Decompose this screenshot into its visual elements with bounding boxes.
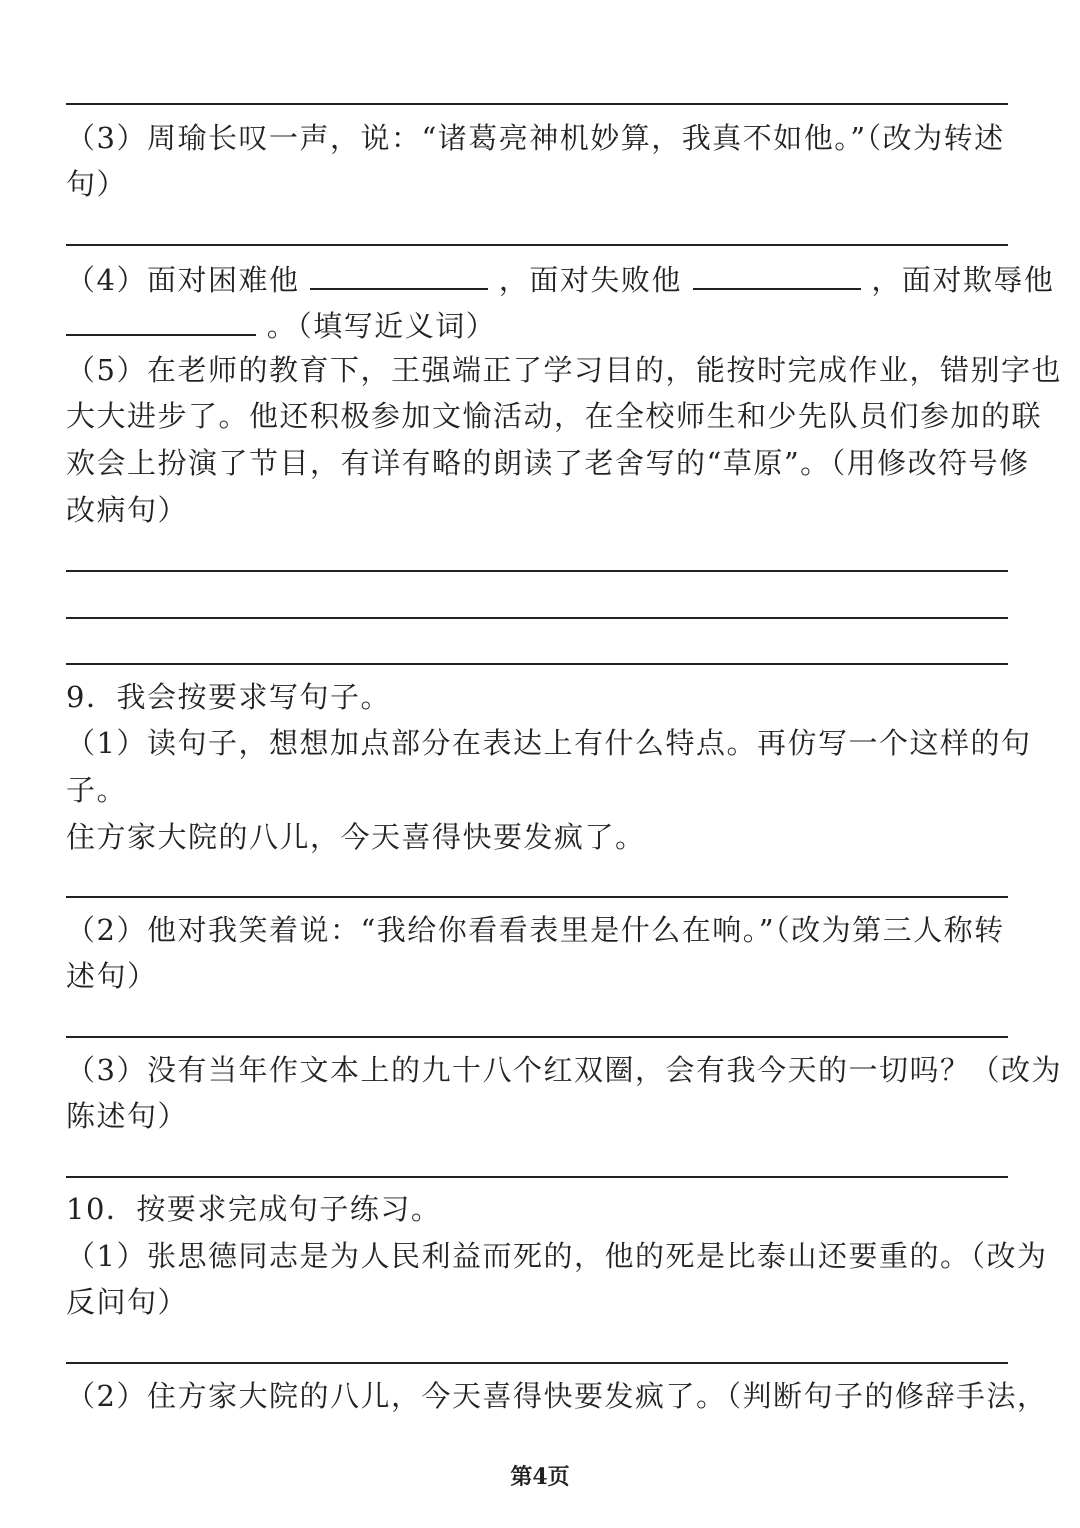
answer-line[interactable] xyxy=(66,1036,1008,1038)
answer-line[interactable] xyxy=(66,663,1008,665)
answer-line[interactable] xyxy=(66,244,1008,246)
question-8-4-line1 xyxy=(66,258,1054,300)
question-10-title: 10．按要求完成句子练习。 xyxy=(66,1192,442,1226)
answer-line[interactable] xyxy=(66,617,1008,619)
question-10-2-line1: （2）住方家大院的八儿，今天喜得快要发疯了。（判断句子的修辞手法， xyxy=(66,1379,1048,1413)
question-9-3-line2: 陈述句） xyxy=(66,1099,189,1133)
question-8-4-text-2: ，面对失败他 xyxy=(498,263,682,297)
fill-blank-3[interactable] xyxy=(66,304,256,336)
question-9-2-line1: （2）他对我笑着说：“我给你看看表里是什么在响。”（改为第三人称转 xyxy=(66,913,1005,947)
question-8-4-line2 xyxy=(66,304,496,346)
fill-blank-2[interactable] xyxy=(693,258,861,290)
question-8-5-line3: 欢会上扮演了节目，有详有略的朗读了老舍写的“草原”。（用修改符号修 xyxy=(66,446,1030,480)
question-8-3-line2: 句） xyxy=(66,167,128,201)
question-9-2-line2: 述句） xyxy=(66,959,158,993)
question-9-3-line1: （3）没有当年作文本上的九十八个红双圈，会有我今天的一切吗？（改为 xyxy=(66,1053,1062,1087)
fill-blank-1[interactable] xyxy=(310,258,488,290)
question-8-3-line1: （3）周瑜长叹一声，说：“诸葛亮神机妙算，我真不如他。”（改为转述 xyxy=(66,121,1005,155)
answer-line[interactable] xyxy=(66,1176,1008,1178)
question-8-4-text-3: ，面对欺辱他 xyxy=(871,263,1055,297)
question-9-1-line2: 子。 xyxy=(66,773,128,807)
question-9-title: 9．我会按要求写句子。 xyxy=(66,680,391,714)
question-8-5-line2: 大大进步了。他还积极参加文愉活动，在全校师生和少先队员们参加的联 xyxy=(66,399,1043,433)
question-10-1-line2: 反问句） xyxy=(66,1285,189,1319)
question-8-4-text-1: （4）面对困难他 xyxy=(66,263,300,297)
question-8-5-line1: （5）在老师的教育下，王强端正了学习目的，能按时完成作业，错别字也 xyxy=(66,353,1062,387)
question-8-4-text-4: 。（填写近义词） xyxy=(266,309,497,343)
question-9-1-example: 住方家大院的八儿，今天喜得快要发疯了。 xyxy=(66,820,646,854)
answer-line[interactable] xyxy=(66,570,1008,572)
answer-line[interactable] xyxy=(66,1362,1008,1364)
question-8-5-line4: 改病句） xyxy=(66,493,189,527)
page-number: 第4页 xyxy=(510,1464,570,1490)
answer-line[interactable] xyxy=(66,103,1008,105)
question-9-1-line1: （1）读句子，想想加点部分在表达上有什么特点。再仿写一个这样的句 xyxy=(66,726,1032,760)
question-10-1-line1: （1）张思德同志是为人民利益而死的，他的死是比泰山还要重的。（改为 xyxy=(66,1239,1048,1273)
answer-line[interactable] xyxy=(66,896,1008,898)
